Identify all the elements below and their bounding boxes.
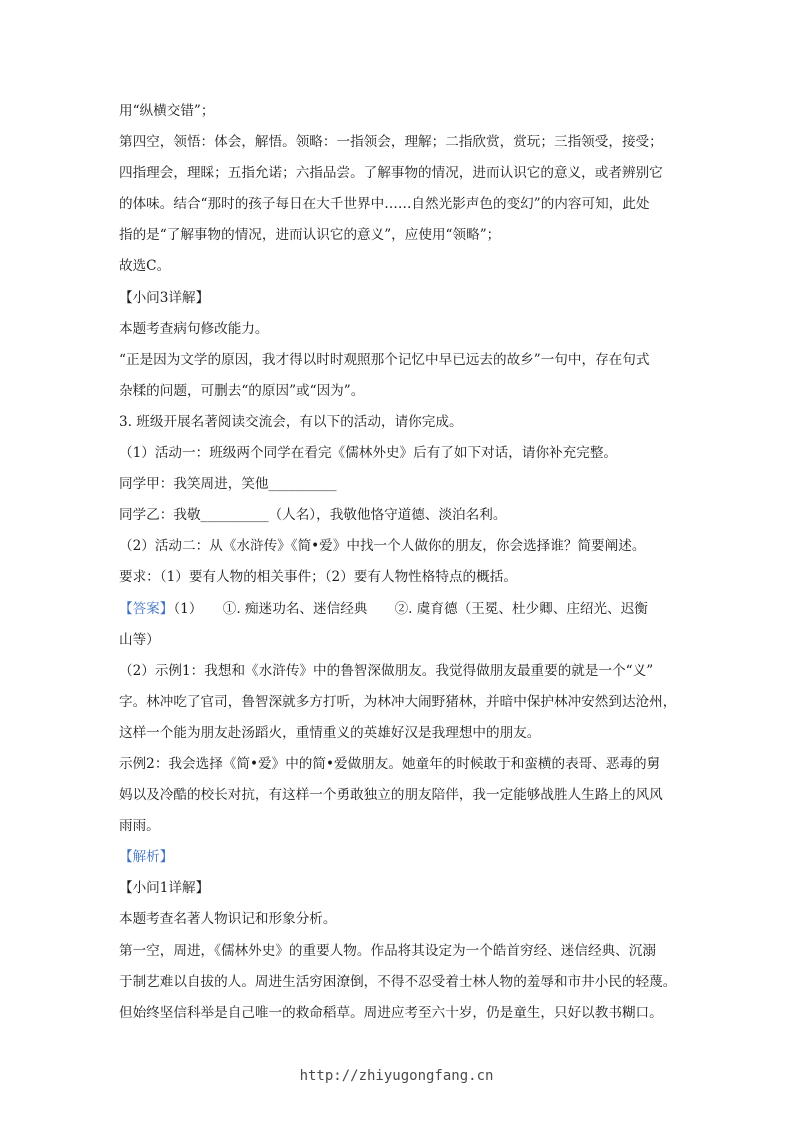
answer-continuation: 山等） bbox=[119, 631, 160, 648]
text-line: 指的是“了解事物的情况，进而认识它的意义”，应使用“领略”； bbox=[119, 227, 501, 244]
text-line: （2）示例1：我想和《水浒传》中的鲁智深做朋友。我觉得做朋友最重要的就是一个“义” bbox=[119, 662, 654, 679]
analysis-label: 【解析】 bbox=[119, 849, 174, 866]
text-line: 字。林冲吃了官司，鲁智深就多方打听，为林冲大闹野猪林，并暗中保护林冲安然到达沧州， bbox=[119, 693, 677, 710]
text-line: 但始终坚信科举是自己唯一的救命稻草。周进应考至六十岁，仍是童生，只好以教书糊口。 bbox=[119, 1004, 663, 1021]
text-line: 同学甲：我笑周进，笑他__________ bbox=[119, 476, 337, 493]
document-body bbox=[119, 96, 679, 1029]
text-line: 杂糅的问题，可删去“的原因”或“因为”。 bbox=[119, 382, 365, 399]
footer-url: http://zhiyugongfang.cn bbox=[299, 1068, 494, 1084]
answer-line bbox=[119, 594, 679, 625]
text-line: 同学乙：我敬__________（人名），我敬他恪守道德、淡泊名利。 bbox=[119, 507, 507, 524]
answer-text: （1） ①. 痴迷功名、迷信经典 ②. 虞育德（王冕、杜少卿、庄绍光、迟衡 bbox=[173, 600, 648, 617]
section-heading: 【小问3详解】 bbox=[119, 289, 210, 306]
section-heading: 【小问1详解】 bbox=[119, 880, 210, 897]
text-line: 于制艺难以自拔的人。周进生活穷困潦倒，不得不忍受着士林人物的羞辱和市井小民的轻蔑。 bbox=[119, 973, 677, 990]
answer-label: 【答案】 bbox=[119, 600, 174, 617]
text-line: 本题考查名著人物识记和形象分析。 bbox=[119, 911, 337, 928]
text-line: 四指理会，理睬；五指允诺；六指品尝。了解事物的情况，进而认识它的意义，或者辨别它 bbox=[119, 165, 663, 182]
text-line: 示例2：我会选择《简•爱》中的简•爱做朋友。她童年的时候敢于和蛮横的表哥、恶毒的舅 bbox=[119, 755, 661, 772]
text-line: 第一空，周进，《儒林外史》的重要人物。作品将其设定为一个皓首穷经、迷信经典、沉溺 bbox=[119, 942, 656, 959]
text-line: 这样一个能为朋友赴汤蹈火，重情重义的英雄好汉是我理想中的朋友。 bbox=[119, 724, 541, 741]
text-line: 用“纵横交错”； bbox=[119, 103, 215, 119]
text-line: 雨雨。 bbox=[119, 818, 160, 835]
text-line: 第四空，领悟：体会，解悟。领略：一指领会，理解；二指欣赏，赏玩；三指领受，接受； bbox=[119, 134, 663, 151]
text-line: （2）活动二：从《水浒传》《简•爱》中找一个人做你的朋友，你会选择谁？简要阐述。 bbox=[119, 538, 646, 555]
question-title: 3. 班级开展名著阅读交流会，有以下的活动，请你完成。 bbox=[119, 413, 463, 430]
text-line: 的体味。结合“那时的孩子每日在大千世界中……自然光影声色的变幻”的内容可知，此处 bbox=[119, 196, 650, 213]
text-line: 故选C。 bbox=[119, 258, 171, 275]
text-line: “正是因为文学的原因，我才得以时时观照那个记忆中早已远去的故乡”一句中，存在句式 bbox=[119, 351, 650, 368]
text-line: （1）活动一：班级两个同学在看完《儒林外史》后有了如下对话，请你补充完整。 bbox=[119, 445, 618, 462]
text-line: 本题考查病句修改能力。 bbox=[119, 320, 269, 337]
text-line: 要求：（1）要有人物的相关事件；（2）要有人物性格特点的概括。 bbox=[119, 569, 517, 586]
text-line: 妈以及冷酷的校长对抗，有这样一个勇敢独立的朋友陪伴，我一定能够战胜人生路上的风风 bbox=[119, 787, 663, 804]
